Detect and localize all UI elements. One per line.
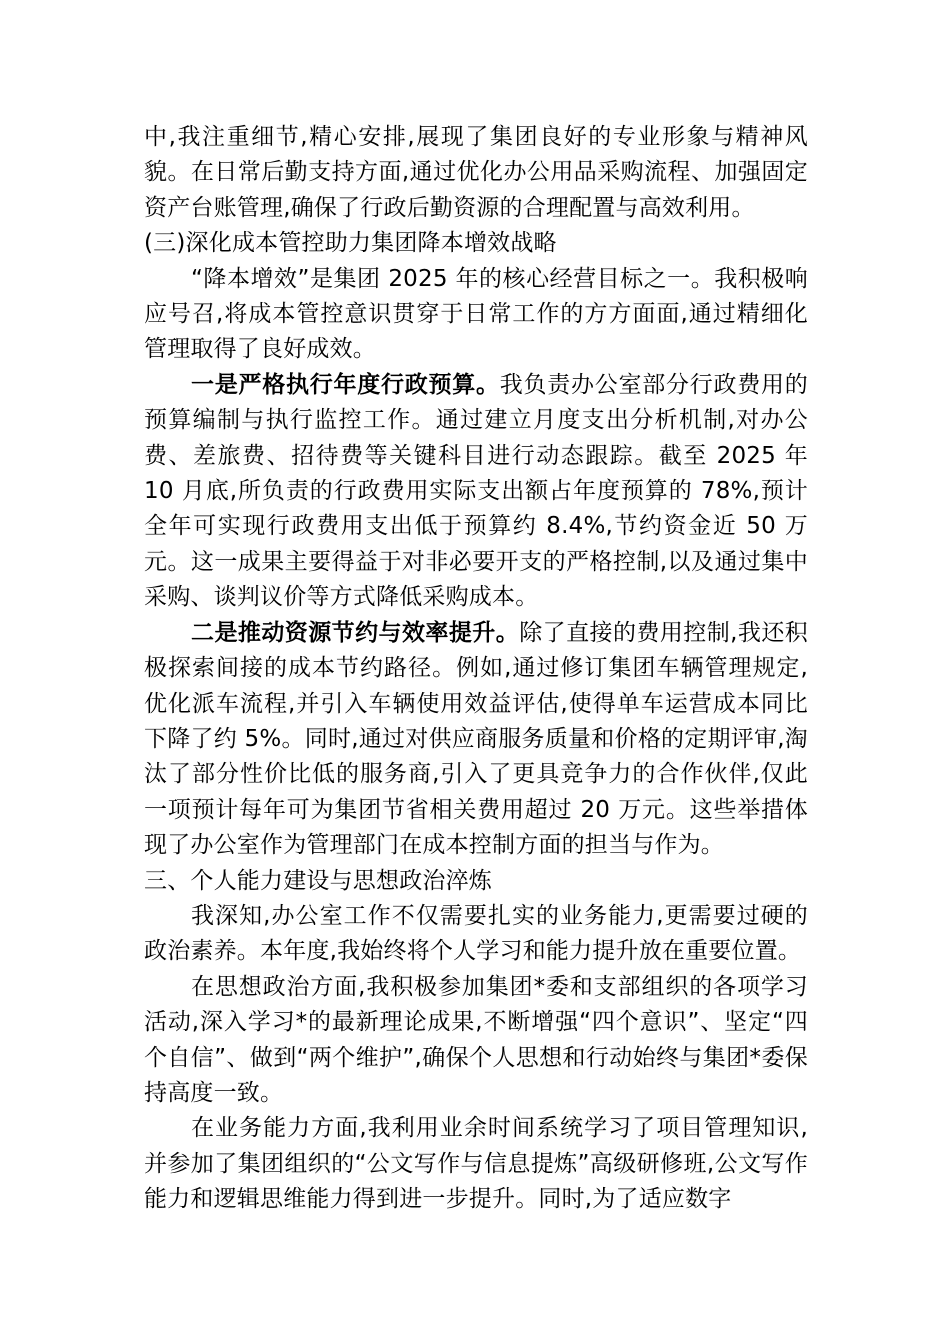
paragraph-cost-goal: “降本增效”是集团 2025 年的核心经营目标之一。我积极响应号召,将成本管控意识贯穿于日常工作的方方面面,通过精细化管理取得了良好成效。 [144,265,808,363]
paragraph-body-budget: 我负责办公室部分行政费用的预算编制与执行监控工作。通过建立月度支出分析机制,对办公费、差旅费、招待费等关键科目进行动态跟踪。截至 2025 年 10 月底,所负责的行政费用实际支出额占年度预算的 78%,预计全年可实现行政费用支出低于预算约 8.4%,节约资金近 50 万元。这一成果主要得益于对非必要开支的严格控制,以及通过集中采购、谈判议价等方式降低采购成本。 [144,371,808,611]
subsection-heading: (三)深化成本管控助力集团降本增效战略 [144,230,557,257]
paragraph-ability-intro: 我深知,办公室工作不仅需要扎实的业务能力,更需要过硬的政治素养。本年度,我始终将个人学习和能力提升放在重要位置。 [144,902,808,965]
section-heading: 三、个人能力建设与思想政治淬炼 [144,867,492,894]
document-page [144,120,808,1218]
paragraph-budget [144,368,808,616]
paragraph-political: 在思想政治方面,我积极参加集团*委和支部组织的各项学习活动,深入学习*的最新理论成果,不断增强“四个意识”、坚定“四个自信”、做到“两个维护”,确保个人思想和行动始终与集团*委保持高度一致。 [144,973,808,1106]
paragraph-lead-efficiency: 二是推动资源节约与效率提升。 [191,619,520,646]
paragraph-business: 在业务能力方面,我利用业余时间系统学习了项目管理知识,并参加了集团组织的“公文写作与信息提炼”高级研修班,公文写作能力和逻辑思维能力得到进一步提升。同时,为了适应数字 [144,1115,808,1213]
paragraph-body-efficiency: 除了直接的费用控制,我还积极探索间接的成本节约路径。例如,通过修订集团车辆管理规定,优化派车流程,并引入车辆使用效益评估,使得单车运营成本同比下降了约 5%。同时,通过对供应商服务质量和价格的定期评审,淘汰了部分性价比低的服务商,引入了更具竞争力的合作伙伴,仅此一项预计每年可为集团节省相关费用超过 20 万元。这些举措体现了办公室作为管理部门在成本控制方面的担当与作为。 [144,619,808,859]
paragraph-continuation: 中,我注重细节,精心安排,展现了集团良好的专业形象与精神风貌。在日常后勤支持方面,通过优化办公用品采购流程、加强固定资产台账管理,确保了行政后勤资源的合理配置与高效利用。 [144,124,808,221]
paragraph-efficiency [144,616,808,864]
paragraph-lead-budget: 一是严格执行年度行政预算。 [191,371,500,398]
